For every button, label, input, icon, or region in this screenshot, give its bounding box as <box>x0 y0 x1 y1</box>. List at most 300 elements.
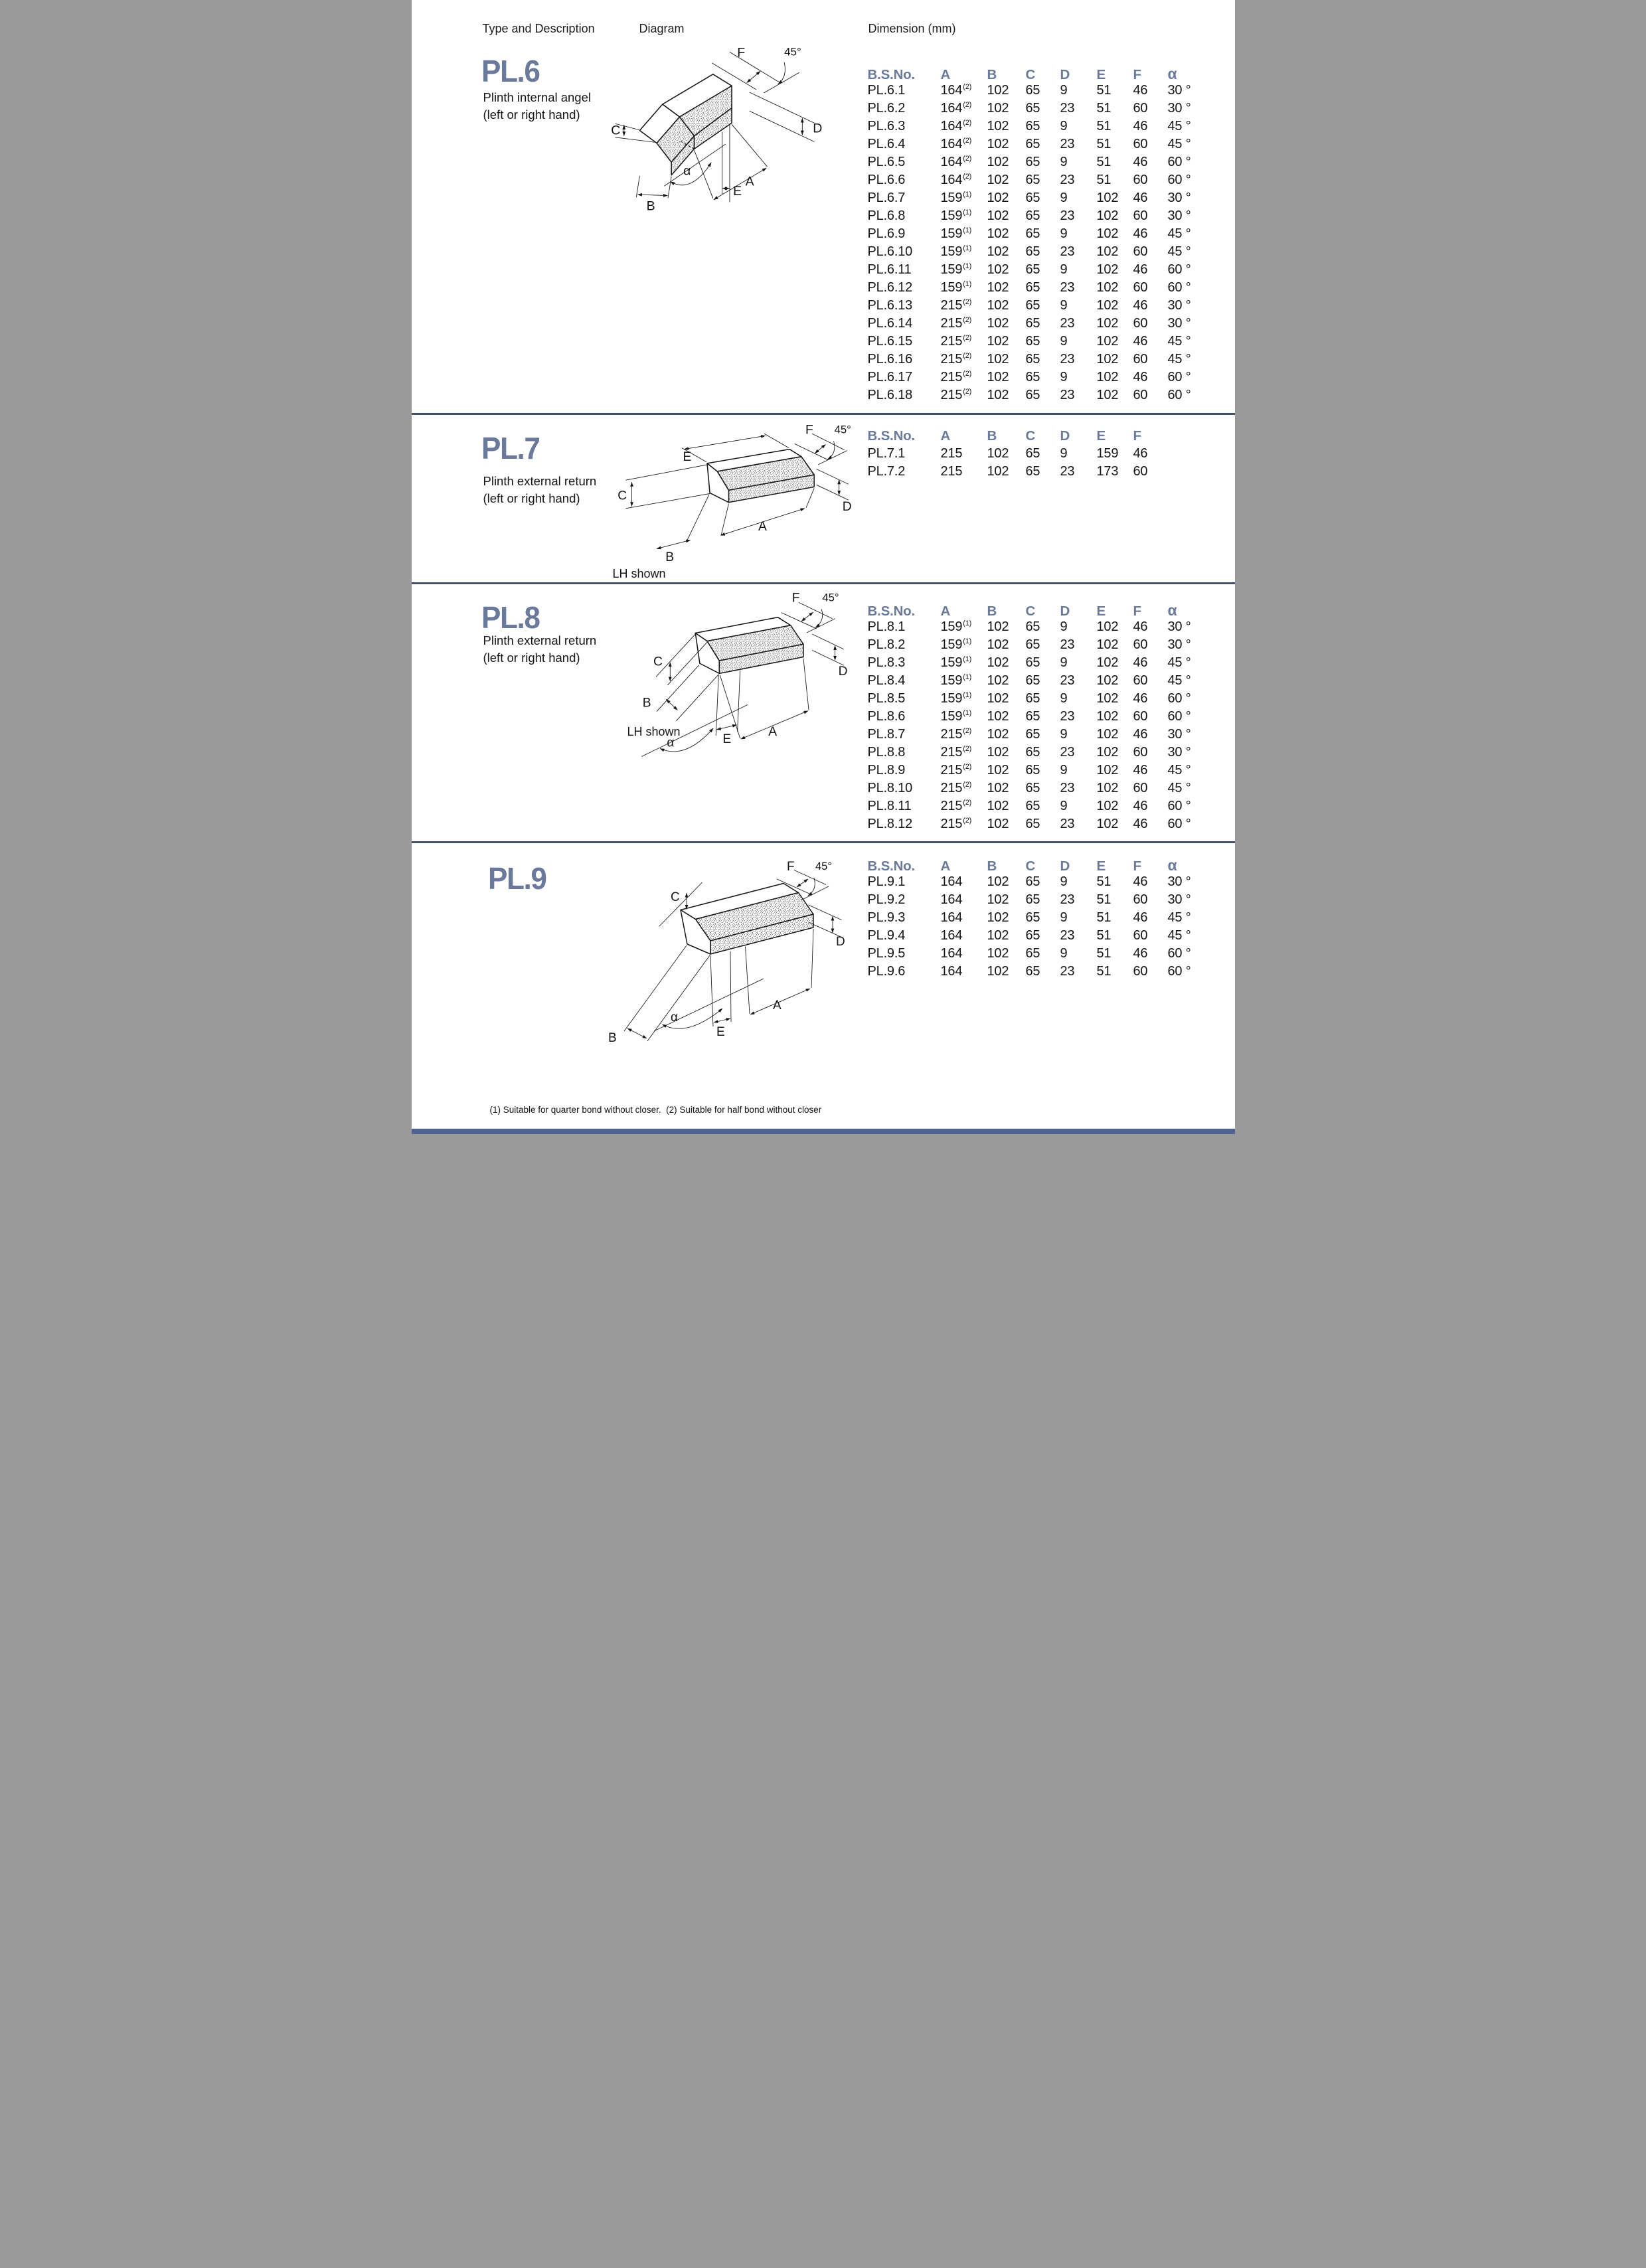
table-cell: 159$^{(1)}$ <box>940 673 972 688</box>
description-line: Plinth internal angel <box>483 90 591 104</box>
table-cell: 65 <box>1025 946 1040 961</box>
table-cell: 164$^{(2)}$ <box>940 119 972 133</box>
table-cell: 164$^{(2)}$ <box>940 83 972 98</box>
description-line: (left or right hand) <box>483 107 580 121</box>
table-cell: PL.6.7 <box>867 191 906 205</box>
table-cell: PL.6.13 <box>867 298 913 313</box>
table-cell: 23 <box>1060 781 1075 795</box>
table-cell: PL.9.2 <box>867 892 906 907</box>
table-cell: 159$^{(1)}$ <box>940 280 972 295</box>
table-cell: PL.8.3 <box>867 655 906 670</box>
column-header: A <box>940 604 951 619</box>
table-cell: 102 <box>987 619 1009 634</box>
extension-line <box>806 488 814 507</box>
table-cell: 45 ° <box>1167 673 1191 688</box>
table-cell: 46 <box>1133 727 1148 742</box>
footnote-ref: (2) <box>963 119 972 127</box>
table-cell: 102 <box>987 709 1009 724</box>
footer-bar <box>412 1129 1235 1134</box>
table-cell: 102 <box>987 817 1009 831</box>
table-cell: 159$^{(1)}$ <box>940 655 972 670</box>
dimension-label-D: D <box>835 935 845 949</box>
table-cell: 159$^{(1)}$ <box>940 208 972 223</box>
table-cell: 51 <box>1096 946 1111 961</box>
table-cell: 46 <box>1133 910 1148 925</box>
extension-line <box>730 951 731 1022</box>
table-cell: 102 <box>1096 262 1119 277</box>
column-header: A <box>940 858 951 874</box>
table-cell: 102 <box>987 262 1009 277</box>
table-cell: 30 ° <box>1167 727 1191 742</box>
table-cell: PL.7.2 <box>867 464 906 479</box>
table-cell: 30 ° <box>1167 298 1191 313</box>
table-cell: 215$^{(2)}$ <box>940 370 972 384</box>
extension-line <box>737 671 740 732</box>
table-row <box>868 244 1206 262</box>
table-row <box>868 691 1206 709</box>
footnote-ref: (2) <box>963 101 972 110</box>
table-cell: 9 <box>1060 727 1068 742</box>
table-cell: 30 ° <box>1167 745 1191 760</box>
dimension-label-alpha: α <box>666 736 674 750</box>
footnote-ref: (2) <box>963 334 972 343</box>
table-row <box>868 763 1206 781</box>
extension-line <box>668 177 671 198</box>
table-cell: 102 <box>1096 352 1119 366</box>
table-cell: 65 <box>1025 298 1040 313</box>
column-header: F <box>1133 428 1141 444</box>
pl6-brick-diagram <box>610 41 852 218</box>
table-cell: 45 ° <box>1167 352 1191 366</box>
col-header-dimension: Dimension (mm) <box>868 22 956 35</box>
table-cell: 9 <box>1060 226 1068 241</box>
section-title-pl9: PL.9 <box>487 861 546 896</box>
table-cell: 215$^{(2)}$ <box>940 781 972 795</box>
table-cell: 60 <box>1133 316 1148 331</box>
pl9-dimension-table <box>868 856 1206 982</box>
table-row <box>868 298 1206 316</box>
extension-line <box>816 469 848 484</box>
extension-line <box>764 72 799 93</box>
table-cell: 102 <box>987 691 1009 706</box>
table-cell: 65 <box>1025 155 1040 169</box>
column-header: E <box>1096 428 1106 444</box>
table-cell: 65 <box>1025 464 1040 479</box>
angle-label-45: 45° <box>821 591 839 604</box>
table-cell: 102 <box>987 173 1009 187</box>
table-cell: 9 <box>1060 446 1068 461</box>
table-row <box>868 119 1206 137</box>
dimension-label-C: C <box>653 655 663 669</box>
extension-line <box>745 947 750 1014</box>
table-cell: PL.6.14 <box>867 316 913 331</box>
table-cell: 23 <box>1060 244 1075 259</box>
dimension-label-alpha: α <box>670 1011 678 1024</box>
table-cell: 65 <box>1025 316 1040 331</box>
table-cell: 65 <box>1025 370 1040 384</box>
extension-line <box>816 485 848 500</box>
table-cell: 102 <box>1096 637 1119 652</box>
table-row <box>868 619 1206 637</box>
table-row <box>868 316 1206 334</box>
table-cell: 51 <box>1096 83 1111 98</box>
table-cell: 60 <box>1133 173 1148 187</box>
footnote-ref: (1) <box>963 191 972 199</box>
table-cell: 60 <box>1133 673 1148 688</box>
table-cell: 102 <box>987 745 1009 760</box>
dimension-label-D: D <box>812 121 822 136</box>
table-cell: 9 <box>1060 262 1068 277</box>
table-cell: 46 <box>1133 334 1148 349</box>
description-line: Plinth external return <box>483 474 597 488</box>
table-cell: 65 <box>1025 208 1040 223</box>
angle-label-45: 45° <box>815 860 832 872</box>
table-cell: 159$^{(1)}$ <box>940 691 972 706</box>
table-cell: PL.6.17 <box>867 370 913 384</box>
dimension-label-D: D <box>838 664 848 679</box>
footnote-ref: (1) <box>963 691 972 700</box>
table-cell: PL.6.18 <box>867 388 913 402</box>
table-cell: 159$^{(1)}$ <box>940 226 972 241</box>
table-cell: 60 <box>1133 352 1148 366</box>
dimension-arrow <box>684 436 765 449</box>
table-cell: 23 <box>1060 745 1075 760</box>
table-row <box>868 173 1206 191</box>
column-header: α <box>1167 856 1177 874</box>
col-header-diagram: Diagram <box>639 22 685 35</box>
table-cell: PL.9.6 <box>867 964 906 979</box>
table-cell: 23 <box>1060 928 1075 943</box>
table-row <box>868 745 1206 763</box>
table-cell: 164 <box>940 946 963 961</box>
table-cell: 60 <box>1133 388 1148 402</box>
table-cell: 60 <box>1133 244 1148 259</box>
column-header: D <box>1060 858 1070 874</box>
angle-arc <box>827 441 834 459</box>
table-cell: PL.8.1 <box>867 619 906 634</box>
dimension-arrow <box>716 725 736 730</box>
table-cell: PL.6.8 <box>867 208 906 223</box>
table-cell: 45 ° <box>1167 928 1191 943</box>
footnote-ref: (2) <box>963 155 972 163</box>
table-cell: 102 <box>987 155 1009 169</box>
table-cell: PL.8.5 <box>867 691 906 706</box>
table-row <box>868 446 1168 464</box>
footnote-ref: (2) <box>963 298 972 307</box>
table-cell: 159$^{(1)}$ <box>940 619 972 634</box>
table-cell: 65 <box>1025 244 1040 259</box>
table-cell: 102 <box>987 83 1009 98</box>
table-cell: 159$^{(1)}$ <box>940 191 972 205</box>
table-cell: 102 <box>1096 316 1119 331</box>
table-cell: 23 <box>1060 673 1075 688</box>
table-cell: 102 <box>987 781 1009 795</box>
table-cell: PL.6.11 <box>867 262 912 277</box>
table-row <box>868 226 1206 244</box>
pl7-brick-diagram <box>606 424 855 565</box>
dimension-label-C: C <box>670 890 680 904</box>
table-cell: 65 <box>1025 137 1040 151</box>
section-divider <box>412 841 1235 843</box>
table-cell: 102 <box>987 655 1009 670</box>
table-cell: 23 <box>1060 388 1075 402</box>
extension-line <box>812 634 844 649</box>
table-cell: 164$^{(2)}$ <box>940 137 972 151</box>
table-cell: 46 <box>1133 370 1148 384</box>
section-title-pl8: PL.8 <box>481 600 540 635</box>
dimension-label-D: D <box>842 499 852 514</box>
column-header: D <box>1060 604 1070 619</box>
table-cell: PL.8.9 <box>867 763 906 777</box>
extension-line <box>636 176 639 197</box>
table-cell: 60 ° <box>1167 388 1191 402</box>
table-cell: 9 <box>1060 619 1068 634</box>
extension-line <box>818 451 847 465</box>
table-row <box>868 964 1206 982</box>
table-row <box>868 817 1206 835</box>
dimension-label-A: A <box>768 725 777 740</box>
table-cell: 60 ° <box>1167 173 1191 187</box>
table-cell: PL.6.16 <box>867 352 913 366</box>
table-cell: 45 ° <box>1167 119 1191 133</box>
table-cell: 60 <box>1133 781 1148 795</box>
table-cell: 215 <box>940 464 963 479</box>
table-cell: PL.6.15 <box>867 334 913 349</box>
table-cell: 46 <box>1133 817 1148 831</box>
column-header: C <box>1025 67 1036 82</box>
table-cell: 65 <box>1025 781 1040 795</box>
table-cell: 65 <box>1025 709 1040 724</box>
table-cell: 164 <box>940 874 963 889</box>
table-cell: 102 <box>987 208 1009 223</box>
table-cell: 51 <box>1096 101 1111 116</box>
angle-arc <box>778 62 785 84</box>
dimension-label-F: F <box>805 423 813 438</box>
table-cell: 164 <box>940 964 963 979</box>
column-header: B <box>987 858 997 874</box>
table-cell: 60 <box>1133 745 1148 760</box>
table-cell: 51 <box>1096 910 1111 925</box>
extension-line <box>798 602 832 618</box>
table-row <box>868 673 1206 691</box>
table-cell: 159$^{(1)}$ <box>940 637 972 652</box>
footnote-ref: (2) <box>963 316 972 325</box>
table-cell: 60 <box>1133 101 1148 116</box>
dimension-label-B: B <box>608 1031 617 1045</box>
table-row <box>868 655 1206 673</box>
extension-line <box>676 675 718 721</box>
dimension-label-F: F <box>736 45 745 60</box>
footnote-ref: (2) <box>963 370 972 378</box>
pl8-brick-diagram <box>606 591 855 773</box>
table-row <box>868 155 1206 173</box>
table-cell: 102 <box>1096 709 1119 724</box>
dimension-arrow <box>714 1018 730 1022</box>
table-cell: 164 <box>940 910 963 925</box>
table-cell: 46 <box>1133 262 1148 277</box>
footnote-ref: (1) <box>963 709 972 718</box>
table-cell: 65 <box>1025 173 1040 187</box>
table-cell: 45 ° <box>1167 655 1191 670</box>
table-cell: 46 <box>1133 155 1148 169</box>
table-cell: 102 <box>987 137 1009 151</box>
table-cell: 45 ° <box>1167 910 1191 925</box>
table-row <box>868 101 1206 119</box>
table-cell: 9 <box>1060 83 1068 98</box>
dimension-label-F: F <box>791 591 799 606</box>
column-header: F <box>1133 604 1141 619</box>
table-cell: 102 <box>987 637 1009 652</box>
table-cell: 60 <box>1133 137 1148 151</box>
extension-line <box>811 929 813 988</box>
table-cell: 102 <box>987 352 1009 366</box>
table-cell: 23 <box>1060 316 1075 331</box>
table-cell: 164$^{(2)}$ <box>940 101 972 116</box>
table-cell: 51 <box>1096 155 1111 169</box>
extension-line <box>720 675 740 738</box>
table-cell: 65 <box>1025 191 1040 205</box>
section-title-pl7: PL.7 <box>481 431 540 465</box>
dimension-label-E: E <box>732 184 742 199</box>
table-cell: 65 <box>1025 352 1040 366</box>
section-description-pl8 <box>483 632 597 666</box>
table-cell: 102 <box>987 464 1009 479</box>
table-row <box>868 799 1206 817</box>
table-row <box>868 370 1206 388</box>
table-cell: 23 <box>1060 709 1075 724</box>
table-cell: 46 <box>1133 799 1148 813</box>
table-cell: 23 <box>1060 964 1075 979</box>
table-cell: 51 <box>1096 137 1111 151</box>
table-cell: 65 <box>1025 334 1040 349</box>
table-cell: 30 ° <box>1167 892 1191 907</box>
table-cell: 65 <box>1025 388 1040 402</box>
pl6-dimension-table <box>868 65 1206 406</box>
table-cell: 65 <box>1025 101 1040 116</box>
table-cell: PL.8.7 <box>867 727 906 742</box>
table-cell: PL.8.8 <box>867 745 906 760</box>
extension-line <box>807 619 835 633</box>
angle-label-45: 45° <box>783 45 801 58</box>
table-cell: PL.6.9 <box>867 226 906 241</box>
table-cell: 102 <box>987 892 1009 907</box>
table-cell: 46 <box>1133 298 1148 313</box>
dimension-arrow <box>627 1028 647 1038</box>
table-cell: 159$^{(1)}$ <box>940 262 972 277</box>
table-cell: 102 <box>987 874 1009 889</box>
table-cell: 102 <box>987 226 1009 241</box>
angle-arc <box>808 878 815 896</box>
table-cell: 102 <box>987 119 1009 133</box>
table-row <box>868 191 1206 208</box>
dimension-label-alpha: α <box>683 163 691 179</box>
table-cell: 164$^{(2)}$ <box>940 173 972 187</box>
table-cell: 46 <box>1133 874 1148 889</box>
table-cell: PL.8.2 <box>867 637 906 652</box>
description-line: Plinth external return <box>483 633 597 647</box>
table-cell: 60 ° <box>1167 155 1191 169</box>
table-cell: 65 <box>1025 910 1040 925</box>
column-header: C <box>1025 428 1036 444</box>
table-cell: 60 ° <box>1167 799 1191 813</box>
table-header-row <box>868 65 1206 83</box>
table-cell: 9 <box>1060 334 1068 349</box>
table-cell: 102 <box>1096 280 1119 295</box>
table-cell: 9 <box>1060 799 1068 813</box>
table-cell: 215$^{(2)}$ <box>940 316 972 331</box>
dimension-label-B: B <box>642 696 651 710</box>
table-cell: 65 <box>1025 691 1040 706</box>
dimension-arrow <box>666 699 677 710</box>
table-row <box>868 83 1206 101</box>
section-description-pl7 <box>483 473 597 507</box>
dimension-label-A: A <box>745 174 754 189</box>
column-header: B.S.No. <box>867 858 915 874</box>
table-cell: 65 <box>1025 874 1040 889</box>
table-cell: 215$^{(2)}$ <box>940 727 972 742</box>
dimension-arrow <box>637 195 667 196</box>
table-row <box>868 262 1206 280</box>
table-cell: 60 ° <box>1167 964 1191 979</box>
table-cell: 102 <box>987 101 1009 116</box>
column-header: B <box>987 604 997 619</box>
footnote-ref: (2) <box>963 781 972 789</box>
column-header: B.S.No. <box>867 604 915 619</box>
table-cell: PL.8.12 <box>867 817 913 831</box>
table-cell: PL.8.10 <box>867 781 913 795</box>
table-cell: 9 <box>1060 155 1068 169</box>
table-cell: 23 <box>1060 637 1075 652</box>
table-row <box>868 208 1206 226</box>
table-cell: 30 ° <box>1167 637 1191 652</box>
table-cell: 30 ° <box>1167 101 1191 116</box>
table-cell: 102 <box>987 673 1009 688</box>
table-cell: PL.9.3 <box>867 910 906 925</box>
table-row <box>868 280 1206 298</box>
column-header: B.S.No. <box>867 428 915 444</box>
table-cell: 9 <box>1060 655 1068 670</box>
footnote-ref: (2) <box>963 817 972 825</box>
footnote-ref: (1) <box>963 208 972 217</box>
table-row <box>868 946 1206 964</box>
footnote-ref: (2) <box>963 763 972 771</box>
table-cell: 65 <box>1025 673 1040 688</box>
table-cell: 102 <box>1096 298 1119 313</box>
extension-line <box>732 124 767 167</box>
table-cell: 46 <box>1133 619 1148 634</box>
table-cell: 102 <box>987 946 1009 961</box>
table-cell: 215$^{(2)}$ <box>940 352 972 366</box>
table-cell: 9 <box>1060 191 1068 205</box>
table-cell: 46 <box>1133 119 1148 133</box>
section-title-pl6: PL.6 <box>481 54 540 88</box>
table-row <box>868 781 1206 799</box>
extension-line <box>749 111 814 141</box>
dimension-label-E: E <box>683 449 691 464</box>
table-cell: 215 <box>940 446 963 461</box>
table-header-row <box>868 856 1206 874</box>
table-row <box>868 928 1206 946</box>
table-cell: 60 <box>1133 964 1148 979</box>
table-cell: 65 <box>1025 83 1040 98</box>
table-cell: 65 <box>1025 727 1040 742</box>
table-cell: 46 <box>1133 655 1148 670</box>
column-header: F <box>1133 67 1141 82</box>
footnote-ref: (1) <box>963 619 972 628</box>
footnote-ref: (2) <box>963 352 972 361</box>
table-cell: 46 <box>1133 691 1148 706</box>
table-cell: 65 <box>1025 817 1040 831</box>
